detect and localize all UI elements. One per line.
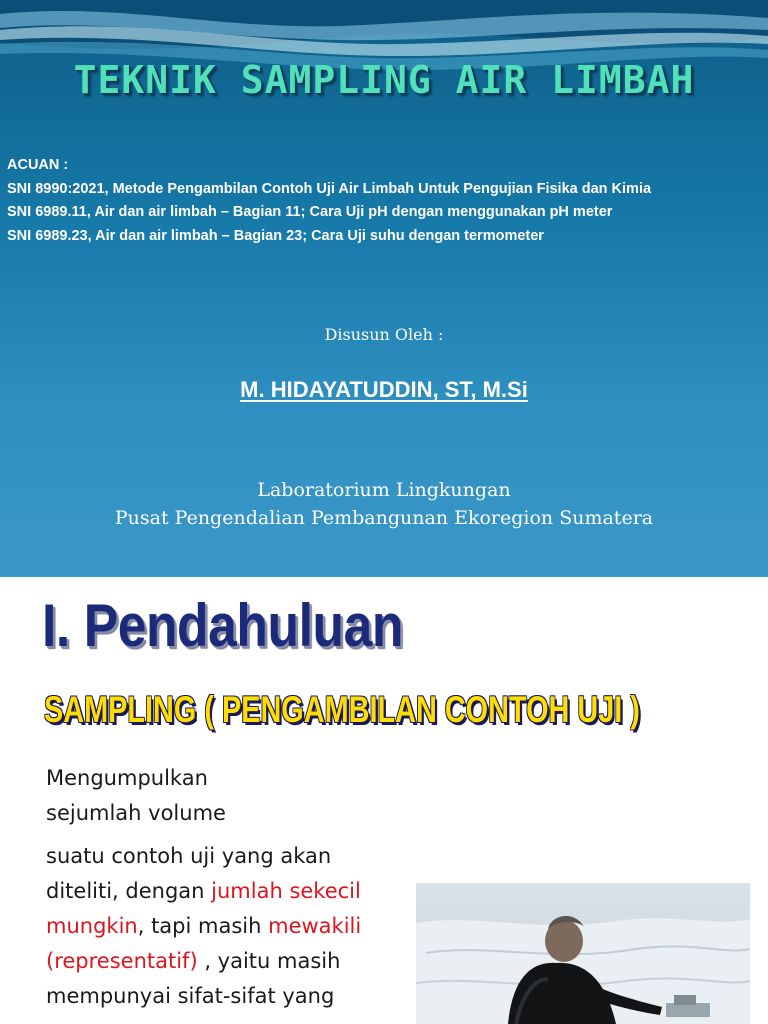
organization-line-1: Laboratorium Lingkungan (257, 479, 511, 501)
introduction-slide (0, 577, 768, 1024)
author-name: M. HIDAYATUDDIN, ST, M.Si (240, 377, 528, 402)
body-line: sejumlah volume (46, 801, 226, 825)
byline-label: Disusun Oleh : (324, 325, 444, 344)
references-block (7, 154, 765, 248)
references-label: ACUAN : (7, 157, 69, 173)
section-subheading: SAMPLING ( PENGAMBILAN CONTOH UJI ) (44, 689, 640, 730)
body-paragraph (46, 839, 406, 1014)
reference-item: SNI 8990:2021, Metode Pengambilan Contoh Uji Air Limbah Untuk Pengujian Fisika dan Kimia (7, 180, 652, 197)
section-heading: I. Pendahuluan (42, 592, 403, 659)
slide-title: TEKNIK SAMPLING AIR LIMBAH (73, 58, 695, 102)
body-text-run: , tapi masih (137, 914, 269, 938)
highlight-text: jumlah sekecil mungkin (46, 879, 361, 938)
organization-line-2: Pusat Pengendalian Pembangunan Ekoregion Sumatera (114, 507, 654, 529)
reference-item: SNI 6989.23, Air dan air limbah – Bagian 23; Cara Uji suhu dengan termometer (7, 227, 544, 244)
body-text-run: , yaitu masih mempunyai sifat-sifat yang (46, 949, 341, 1008)
highlight-text: mewakili (representatif) (46, 914, 362, 973)
body-text-run: suatu contoh uji yang akan diteliti, dengan (46, 844, 332, 903)
reference-item: SNI 6989.11, Air dan air limbah – Bagian 11; Cara Uji pH dengan menggunakan pH meter (7, 204, 613, 220)
organization-block (0, 476, 768, 532)
person-sampling-photo (416, 883, 750, 1024)
body-text (46, 761, 406, 1014)
body-line: Mengumpulkan (46, 766, 208, 790)
